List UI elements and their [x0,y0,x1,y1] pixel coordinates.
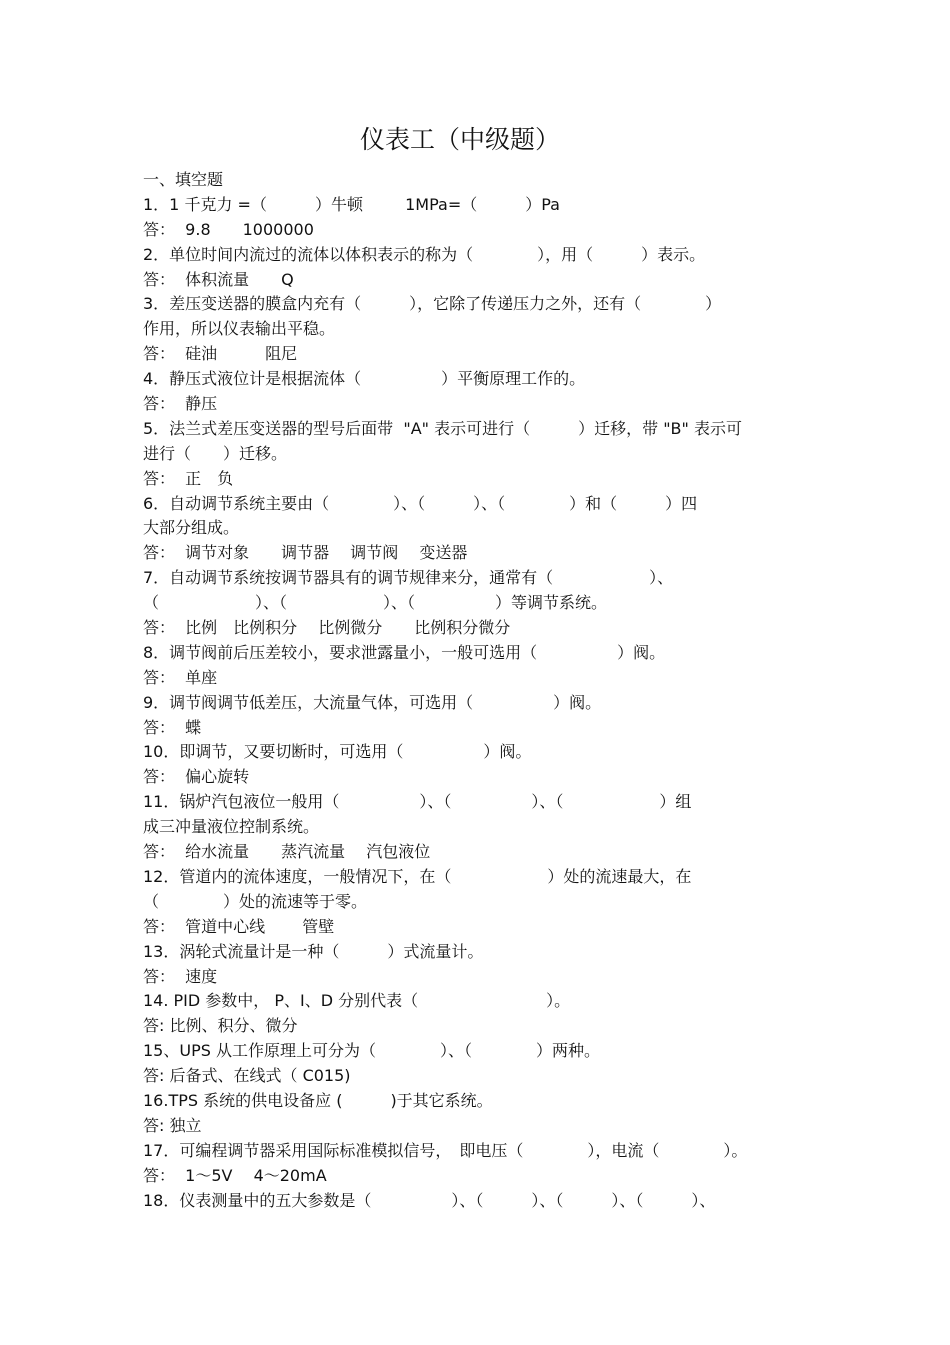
text-line: 答： 比例 比例积分 比例微分 比例积分微分 [143,618,511,638]
text-line: 11．锅炉汽包液位一般用（ ）、（ ）、（ ）组 [143,792,692,812]
text-line: 9．调节阀调节低差压，大流量气体，可选用（ ）阀。 [143,692,602,712]
text-line: （ ）、（ ）、（ ）等调节系统。 [143,593,608,613]
text-line: 2．单位时间内流过的流体以体积表示的称为（ ），用（ ）表示。 [143,244,706,264]
text-line: 答： 管道中心线 管壁 [143,916,335,936]
text-line: 10．即调节，又要切断时，可选用（ ）阀。 [143,742,532,762]
text-line: 答： 给水流量 蒸汽流量 汽包液位 [143,842,431,862]
text-line: 大部分组成。 [143,518,240,538]
text-line: 4．静压式液位计是根据流体（ ）平衡原理工作的。 [143,369,586,389]
text-line: 答： 静压 [143,394,218,414]
text-line: 答： 1～5V 4～20mA [143,1165,327,1185]
text-line: 答: 独立 [143,1115,202,1135]
text-line: 成三冲量液位控制系统。 [143,817,320,837]
document-body [143,168,823,1213]
text-line: 8．调节阀前后压差较小，要求泄露量小，一般可选用（ ）阀。 [143,642,666,662]
text-line: 答: 比例、积分、微分 [143,1016,298,1036]
text-line: 作用，所以仪表输出平稳。 [143,319,336,339]
text-line: 进行（ ）迁移。 [143,443,288,463]
text-line: 14. PID 参数中， P、I、D 分别代表（ ）。 [143,991,571,1011]
text-line: 12．管道内的流体速度，一般情况下，在（ ）处的流速最大，在 [143,866,692,886]
document-title: 仪表工（中级题） [359,125,560,154]
text-line: 答： 硅油 阻尼 [143,344,298,364]
text-line: 5．法兰式差压变送器的型号后面带 "A" 表示可进行（ ）迁移，带 "B" 表示可 [143,418,742,438]
text-line: 答: 后备式、在线式（ C015) [143,1066,351,1086]
text-line: 答： 蝶 [143,717,202,737]
text-line: 一、填空题 [143,170,224,189]
text-line: 18．仪表测量中的五大参数是（ ）、（ ）、（ ）、（ ）、 [143,1190,716,1210]
text-line: 1．1 千克力 =（ ）牛顿 1MPa=（ ）Pa [143,194,560,214]
text-line: 答： 偏心旋转 [143,767,250,787]
text-line: 15、UPS 从工作原理上可分为（ ）、（ ）两种。 [143,1041,600,1061]
text-line: 答： 正 负 [143,468,234,488]
text-line: 3．差压变送器的膜盒内充有（ ），它除了传递压力之外，还有（ ） [143,294,722,314]
text-line: 16.TPS 系统的供电设备应 ( )于其它系统。 [143,1090,493,1110]
text-line: 答： 单座 [143,667,218,687]
text-line: 答： 速度 [143,966,218,986]
text-line: 13．涡轮式流量计是一种（ ）式流量计。 [143,941,484,961]
text-line: 17．可编程调节器采用国际标准模拟信号， 即电压（ ），电流（ ）。 [143,1140,748,1160]
text-line: 7．自动调节系统按调节器具有的调节规律来分，通常有（ ）、 [143,568,674,588]
text-line: （ ）处的流速等于零。 [143,891,368,911]
text-line: 6．自动调节系统主要由（ ）、（ ）、（ ）和（ ）四 [143,493,698,513]
text-line: 答： 9.8 1000000 [143,219,314,239]
text-line: 答： 体积流量 Q [143,269,294,289]
text-line: 答： 调节对象 调节器 调节阀 变送器 [143,543,468,563]
